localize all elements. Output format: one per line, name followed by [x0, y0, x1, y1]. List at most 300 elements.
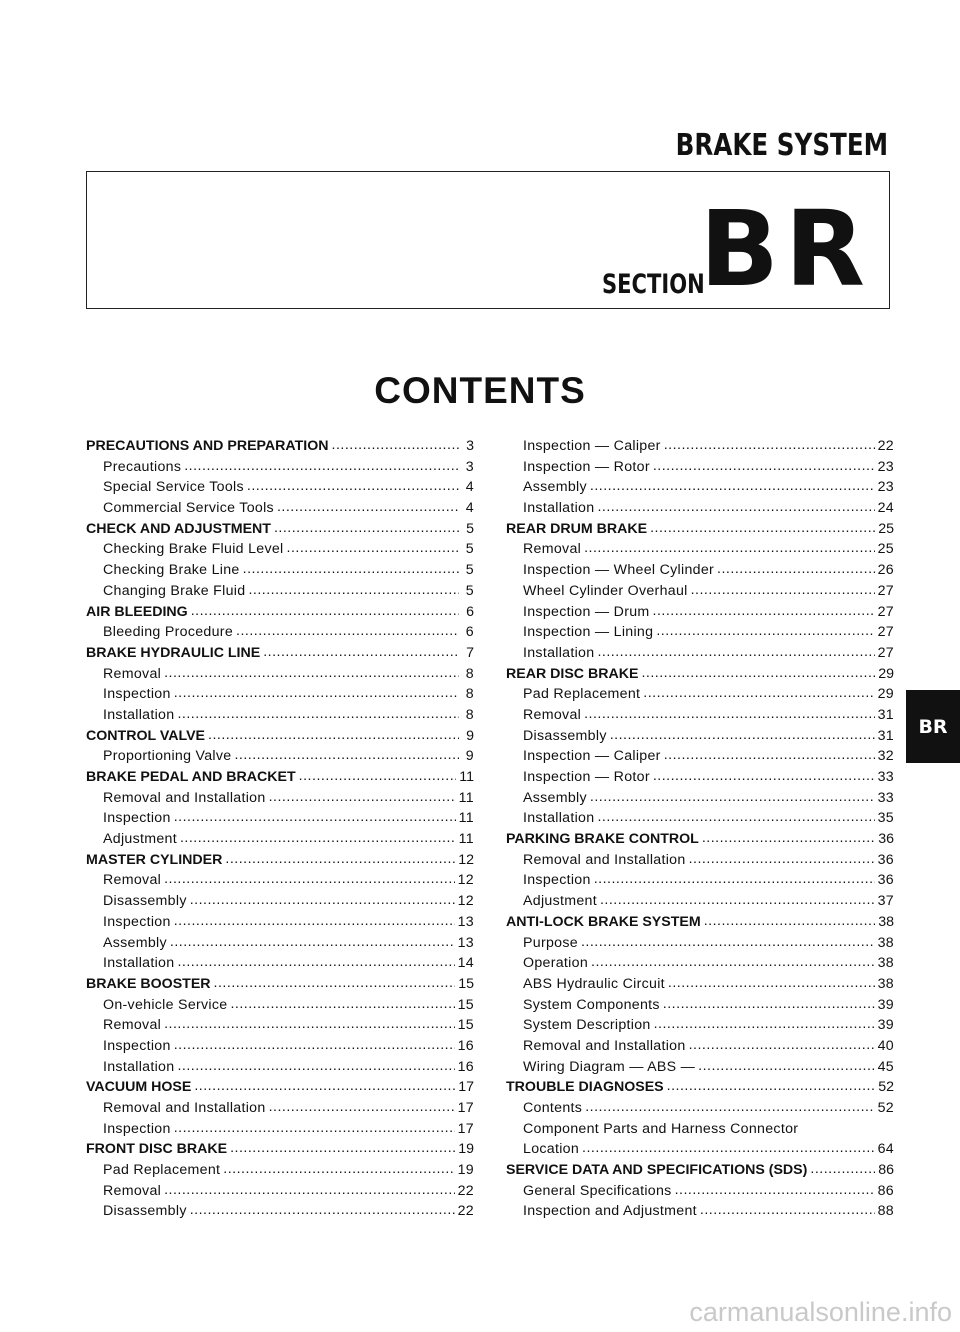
toc-leader-dots [664, 747, 875, 763]
toc-leader-dots [164, 871, 455, 887]
toc-leader-dots [174, 809, 456, 825]
toc-page-number: 8 [465, 665, 474, 682]
toc-page-number: 15 [458, 975, 474, 992]
toc-entry-title: Disassembly [523, 727, 607, 744]
toc-leader-dots [717, 561, 875, 577]
toc-entry-title: Wiring Diagram — ABS — [523, 1058, 696, 1075]
toc-entry[interactable] [86, 479, 474, 500]
toc-entry-title: Bleeding Procedure [103, 624, 234, 641]
toc-entry[interactable] [506, 1059, 894, 1080]
toc-entry-title: Inspection — Wheel Cylinder [523, 562, 715, 579]
toc-leader-dots [590, 478, 875, 494]
toc-entry-title: Inspection [103, 1120, 171, 1137]
toc-entry[interactable] [506, 728, 894, 749]
toc-leader-dots [689, 1037, 875, 1053]
toc-page-number: 36 [877, 872, 894, 889]
toc-page-number: 4 [465, 500, 474, 517]
toc-page-number: 12 [457, 872, 474, 889]
toc-page-number: 36 [877, 851, 894, 868]
toc-entry[interactable] [86, 997, 474, 1018]
toc-leader-dots [704, 913, 876, 929]
toc-entry-title: Proportioning Valve [103, 748, 232, 765]
toc-entry-title: TROUBLE DIAGNOSES [506, 1079, 664, 1096]
toc-leader-dots [653, 768, 875, 784]
toc-entry-title: Installation [103, 706, 175, 723]
toc-entry-title: Removal [103, 665, 162, 682]
toc-page-number: 11 [458, 810, 474, 827]
toc-entry-title: Installation [523, 644, 595, 661]
toc-leader-dots [177, 706, 459, 722]
toc-entry-title: Inspection [103, 1037, 171, 1054]
toc-leader-dots [600, 892, 875, 908]
toc-entry[interactable] [506, 872, 894, 893]
toc-section-entry[interactable] [86, 728, 474, 749]
toc-entry[interactable] [86, 1203, 474, 1224]
toc-leader-dots [180, 830, 456, 846]
toc-page-number: 33 [877, 789, 894, 806]
toc-entry-title: Inspection — Caliper [523, 748, 661, 765]
toc-entry-title: Inspection and Adjustment [523, 1203, 697, 1220]
toc-page-number: 11 [458, 831, 474, 848]
toc-leader-dots [597, 644, 874, 660]
toc-leader-dots [194, 1078, 455, 1094]
toc-entry[interactable] [506, 790, 894, 811]
toc-page-number: 27 [877, 644, 894, 661]
toc-entry-title: PRECAUTIONS AND PREPARATION [86, 438, 329, 454]
toc-entry-title: Pad Replacement [103, 1162, 221, 1179]
toc-entry[interactable] [506, 997, 894, 1018]
toc-entry[interactable] [506, 976, 894, 997]
toc-page-number: 6 [465, 624, 474, 641]
toc-section-entry[interactable] [506, 1079, 894, 1100]
toc-leader-dots [597, 499, 874, 515]
toc-leader-dots [184, 458, 459, 474]
toc-entry[interactable] [506, 1121, 894, 1142]
toc-entry-title: PARKING BRAKE CONTROL [506, 831, 699, 848]
toc-column-right [506, 438, 894, 1224]
toc-entry[interactable] [86, 1038, 474, 1059]
toc-entry-title: Installation [103, 955, 175, 972]
toc-section-entry[interactable] [86, 976, 474, 997]
toc-leader-dots [584, 540, 875, 556]
toc-entry-title: Removal and Installation [523, 851, 686, 868]
toc-leader-dots [689, 851, 875, 867]
toc-entry-title: Commercial Service Tools [103, 500, 274, 517]
toc-entry[interactable] [506, 583, 894, 604]
toc-page-number: 9 [466, 727, 474, 744]
toc-entry[interactable] [506, 935, 894, 956]
contents-heading: CONTENTS [374, 370, 586, 411]
toc-page-number: 13 [457, 913, 474, 930]
toc-leader-dots [177, 954, 454, 970]
toc-entry[interactable] [506, 645, 894, 666]
toc-page-number: 15 [457, 1017, 474, 1034]
toc-entry[interactable] [86, 935, 474, 956]
toc-page-number: 9 [465, 748, 474, 765]
toc-page-number: 32 [877, 748, 894, 765]
toc-entry-title: ABS Hydraulic Circuit [523, 975, 665, 992]
toc-page-number: 16 [457, 1037, 474, 1054]
toc-entry-title: Inspection [103, 810, 171, 827]
toc-leader-dots [263, 644, 459, 660]
toc-page-number: 38 [877, 975, 894, 992]
toc-page-number: 5 [465, 562, 474, 579]
toc-entry-title: REAR DISC BRAKE [506, 665, 639, 682]
toc-entry-title: Pad Replacement [523, 686, 641, 703]
toc-page-number: 29 [877, 686, 894, 703]
toc-entry[interactable] [86, 562, 474, 583]
toc-entry[interactable] [506, 541, 894, 562]
toc-entry[interactable] [506, 1183, 894, 1204]
toc-entry[interactable] [506, 500, 894, 521]
toc-entry[interactable] [506, 1038, 894, 1059]
toc-entry-title: System Description [523, 1017, 651, 1034]
toc-entry-title: Adjustment [103, 831, 177, 848]
toc-entry-title: Changing Brake Fluid [103, 582, 246, 599]
toc-leader-dots [174, 913, 455, 929]
toc-page-number: 3 [466, 438, 474, 454]
toc-entry-title: AIR BLEEDING [86, 603, 188, 620]
toc-entry[interactable] [86, 831, 474, 852]
toc-leader-dots [236, 623, 459, 639]
toc-leader-dots [191, 603, 459, 619]
toc-entry-title: Removal and Installation [523, 1037, 686, 1054]
toc-page-number: 27 [877, 582, 894, 599]
toc-entry-title: Inspection — Rotor [523, 458, 650, 475]
toc-entry-title: Disassembly [103, 893, 187, 910]
toc-entry[interactable] [86, 955, 474, 976]
toc-page-number: 5 [466, 520, 474, 537]
toc-leader-dots [594, 871, 875, 887]
toc-leader-dots [299, 768, 457, 784]
toc-page-number: 7 [466, 644, 474, 661]
toc-entry[interactable] [86, 1100, 474, 1121]
toc-entry[interactable] [506, 707, 894, 728]
toc-entry-title: Installation [103, 1058, 175, 1075]
toc-entry[interactable] [506, 438, 894, 459]
toc-entry-title: Inspection — Rotor [523, 769, 650, 785]
toc-page-number: 3 [465, 458, 474, 475]
toc-page-number: 17 [457, 1120, 474, 1137]
toc-section-entry[interactable] [506, 831, 894, 852]
toc-leader-dots [269, 1099, 455, 1115]
toc-page-number: 38 [878, 913, 894, 930]
toc-page-number: 11 [458, 789, 474, 806]
toc-leader-dots [643, 685, 874, 701]
toc-entry-title: Checking Brake Fluid Level [103, 541, 284, 558]
toc-entry-title: Inspection — Lining [523, 624, 654, 641]
toc-entry[interactable] [506, 686, 894, 707]
watermark: carmanualsonline.info [689, 1297, 952, 1327]
toc-entry-title: CHECK AND ADJUSTMENT [86, 520, 271, 537]
toc-page-number: 14 [457, 955, 474, 972]
toc-page-number: 11 [459, 769, 474, 785]
toc-entry-title: Assembly [103, 934, 167, 951]
toc-leader-dots [164, 665, 459, 681]
toc-page-number: 6 [466, 603, 474, 620]
toc-page-number: 27 [877, 624, 894, 641]
toc-entry[interactable] [86, 707, 474, 728]
toc-entry-title: Adjustment [523, 893, 597, 910]
section-tab[interactable]: BR [906, 690, 960, 763]
toc-leader-dots [590, 789, 875, 805]
toc-entry-title: Removal [523, 541, 582, 558]
toc-leader-dots [667, 1078, 876, 1094]
toc-entry-title: Removal [103, 1017, 162, 1034]
toc-entry-title: FRONT DISC BRAKE [86, 1141, 228, 1158]
toc-leader-dots [582, 1140, 875, 1156]
toc-leader-dots [170, 934, 455, 950]
toc-entry[interactable] [506, 1100, 894, 1121]
toc-leader-dots [248, 582, 459, 598]
toc-entry[interactable] [86, 1059, 474, 1080]
toc-page-number: 88 [877, 1203, 894, 1220]
toc-leader-dots [230, 996, 454, 1012]
toc-entry[interactable] [506, 852, 894, 873]
toc-leader-dots [208, 727, 459, 743]
toc-entry-title: On-vehicle Service [103, 996, 228, 1013]
toc-entry[interactable] [506, 748, 894, 769]
section-label: SECTION [602, 269, 705, 300]
toc-entry-title: Inspection — Caliper [523, 438, 661, 454]
toc-section-entry[interactable] [86, 438, 474, 459]
toc-entry[interactable] [506, 769, 894, 790]
toc-section-entry[interactable] [86, 521, 474, 542]
toc-page-number: 40 [877, 1037, 894, 1054]
toc-entry-title: VACUUM HOSE [86, 1079, 192, 1096]
toc-leader-dots [597, 809, 874, 825]
toc-page-number: 22 [457, 1203, 474, 1220]
toc-entry[interactable] [506, 624, 894, 645]
toc-page-number: 26 [877, 562, 894, 579]
toc-entry[interactable] [506, 562, 894, 583]
toc-leader-dots [698, 1058, 874, 1074]
toc-entry-title: Assembly [523, 479, 587, 496]
toc-section-entry[interactable] [506, 666, 894, 687]
toc-section-entry[interactable] [86, 604, 474, 625]
toc-leader-dots [230, 1140, 455, 1156]
toc-entry[interactable] [86, 810, 474, 831]
toc-leader-dots [700, 1202, 875, 1218]
toc-leader-dots [234, 747, 459, 763]
toc-section-entry[interactable] [86, 852, 474, 873]
toc-entry[interactable] [86, 541, 474, 562]
toc-leader-dots [174, 1120, 455, 1136]
toc-page-number: 5 [465, 582, 474, 599]
toc-leader-dots [223, 1161, 454, 1177]
toc-page-number: 39 [877, 996, 894, 1013]
toc-section-entry[interactable] [506, 914, 894, 935]
toc-entry-title: Installation [523, 810, 595, 827]
toc-page-number: 17 [458, 1079, 474, 1096]
toc-entry[interactable] [86, 748, 474, 769]
toc-leader-dots [664, 437, 875, 453]
toc-entry[interactable] [86, 666, 474, 687]
toc-leader-dots [274, 520, 459, 536]
toc-entry-title: Component Parts and Harness Connector [523, 1120, 799, 1137]
toc-page-number: 64 [877, 1141, 894, 1158]
toc-page-number: 13 [457, 934, 474, 951]
toc-entry-title: Checking Brake Line [103, 562, 240, 579]
toc-entry-title: Removal [103, 1182, 162, 1199]
toc-entry[interactable] [86, 790, 474, 811]
toc-entry-title: Inspection [523, 872, 591, 889]
toc-entry[interactable] [86, 459, 474, 480]
toc-entry[interactable] [86, 500, 474, 521]
toc-entry[interactable] [86, 1162, 474, 1183]
toc-leader-dots [164, 1182, 455, 1198]
toc-page-number: 38 [877, 955, 894, 972]
toc-page-number: 27 [877, 603, 894, 620]
toc-leader-dots [225, 851, 455, 867]
toc-leader-dots [247, 478, 459, 494]
toc-entry[interactable] [506, 955, 894, 976]
toc-entry-title: Inspection [103, 686, 171, 703]
toc-page-number: 24 [877, 500, 894, 517]
toc-entry-title: Inspection [103, 913, 171, 930]
toc-entry-title: Removal and Installation [103, 789, 266, 806]
toc-page-number: 52 [877, 1100, 894, 1116]
toc-page-number: 17 [457, 1100, 474, 1116]
toc-entry-title: Location [523, 1141, 580, 1158]
toc-entry[interactable] [506, 1203, 894, 1224]
toc-entry-title: Disassembly [103, 1203, 187, 1220]
toc-entry[interactable] [506, 1017, 894, 1038]
section-code: BR [699, 188, 871, 310]
toc-entry-title: Installation [523, 500, 595, 517]
toc-section-entry[interactable] [86, 769, 474, 790]
toc-leader-dots [332, 437, 459, 453]
toc-leader-dots [675, 1182, 875, 1198]
toc-entry-title: MASTER CYLINDER [86, 851, 223, 868]
toc-column-left [86, 438, 474, 1224]
toc-leader-dots [214, 975, 456, 991]
toc-page-number: 8 [465, 706, 474, 723]
toc-entry-title: BRAKE BOOSTER [86, 975, 211, 992]
toc-entry[interactable] [506, 1141, 894, 1162]
toc-page-number: 16 [457, 1058, 474, 1075]
toc-page-number: 25 [878, 520, 894, 537]
toc-entry[interactable] [86, 1121, 474, 1142]
toc-page-number: 12 [457, 893, 474, 910]
toc-entry[interactable] [506, 479, 894, 500]
toc-leader-dots [190, 892, 455, 908]
toc-leader-dots [691, 582, 875, 598]
toc-page-number: 23 [877, 458, 894, 475]
toc-entry-title: System Components [523, 996, 660, 1013]
toc-leader-dots [656, 623, 874, 639]
toc-page-number: 4 [465, 479, 474, 496]
toc-entry-title: Inspection — Drum [523, 603, 650, 620]
section-banner [86, 171, 890, 309]
toc-leader-dots [810, 1161, 875, 1177]
toc-entry[interactable] [86, 1017, 474, 1038]
toc-page-number: 37 [877, 893, 894, 910]
toc-entry[interactable] [86, 914, 474, 935]
toc-leader-dots [653, 603, 875, 619]
toc-entry-title: Operation [523, 955, 589, 972]
toc-page-number: 31 [877, 706, 894, 723]
toc-page-number: 35 [877, 810, 894, 827]
toc-page-number: 22 [457, 1182, 474, 1199]
toc-leader-dots [591, 954, 875, 970]
toc-entry-title: Removal and Installation [103, 1100, 266, 1116]
toc-page-number: 23 [877, 479, 894, 496]
toc-leader-dots [650, 520, 875, 536]
toc-page-number: 31 [877, 727, 894, 744]
toc-entry[interactable] [506, 893, 894, 914]
toc-entry-title: Removal [103, 872, 162, 889]
toc-page-number: 19 [457, 1162, 474, 1179]
toc-page-number: 45 [877, 1058, 894, 1075]
toc-leader-dots [641, 665, 875, 681]
toc-section-entry[interactable] [506, 1162, 894, 1183]
toc-leader-dots [584, 706, 875, 722]
toc-leader-dots [663, 996, 875, 1012]
toc-page-number: 5 [465, 541, 474, 558]
toc-leader-dots [277, 499, 459, 515]
toc-entry[interactable] [86, 872, 474, 893]
toc-entry-title: BRAKE PEDAL AND BRACKET [86, 769, 296, 785]
toc-leader-dots [581, 934, 875, 950]
toc-entry[interactable] [86, 624, 474, 645]
toc-page-number: 33 [877, 769, 894, 785]
toc-page-number: 86 [877, 1182, 894, 1199]
toc-entry[interactable] [506, 459, 894, 480]
toc-page-number: 52 [878, 1079, 894, 1096]
toc-entry-title: Wheel Cylinder Overhaul [523, 582, 688, 599]
toc-page-number: 86 [878, 1162, 894, 1179]
toc-entry-title: Purpose [523, 934, 578, 951]
toc-section-entry[interactable] [86, 1141, 474, 1162]
toc-page-number: 29 [878, 665, 894, 682]
toc-leader-dots [702, 830, 875, 846]
toc-page-number: 8 [465, 686, 474, 703]
toc-entry-title: REAR DRUM BRAKE [506, 520, 648, 537]
toc-entry-title: Precautions [103, 458, 182, 475]
toc-section-entry[interactable] [86, 645, 474, 666]
toc-leader-dots [585, 1099, 874, 1115]
toc-entry-title: Removal [523, 706, 582, 723]
toc-leader-dots [174, 1037, 455, 1053]
toc-page-number: 15 [457, 996, 474, 1013]
toc-leader-dots [668, 975, 875, 991]
toc-section-entry[interactable] [86, 1079, 474, 1100]
toc-entry-title: CONTROL VALVE [86, 727, 206, 744]
toc-section-entry[interactable] [506, 521, 894, 542]
toc-page-number: 38 [877, 934, 894, 951]
toc-entry-title: ANTI-LOCK BRAKE SYSTEM [506, 913, 701, 930]
toc-leader-dots [610, 727, 875, 743]
toc-leader-dots [269, 789, 456, 805]
toc-entry[interactable] [86, 583, 474, 604]
toc-entry[interactable] [86, 686, 474, 707]
toc-entry[interactable] [86, 1183, 474, 1204]
toc-page-number: 25 [877, 541, 894, 558]
toc-leader-dots [653, 458, 875, 474]
toc-entry[interactable] [506, 810, 894, 831]
toc-entry-title: Assembly [523, 789, 587, 806]
toc-entry[interactable] [506, 604, 894, 625]
toc-entry[interactable] [86, 893, 474, 914]
toc-leader-dots [654, 1016, 875, 1032]
toc-page-number: 22 [877, 438, 894, 454]
toc-leader-dots [177, 1058, 454, 1074]
toc-entry-title: SERVICE DATA AND SPECIFICATIONS (SDS) [506, 1162, 808, 1179]
toc-page-number: 19 [458, 1141, 474, 1158]
toc-entry-title: General Specifications [523, 1182, 672, 1199]
toc-page-number: 12 [458, 851, 474, 868]
